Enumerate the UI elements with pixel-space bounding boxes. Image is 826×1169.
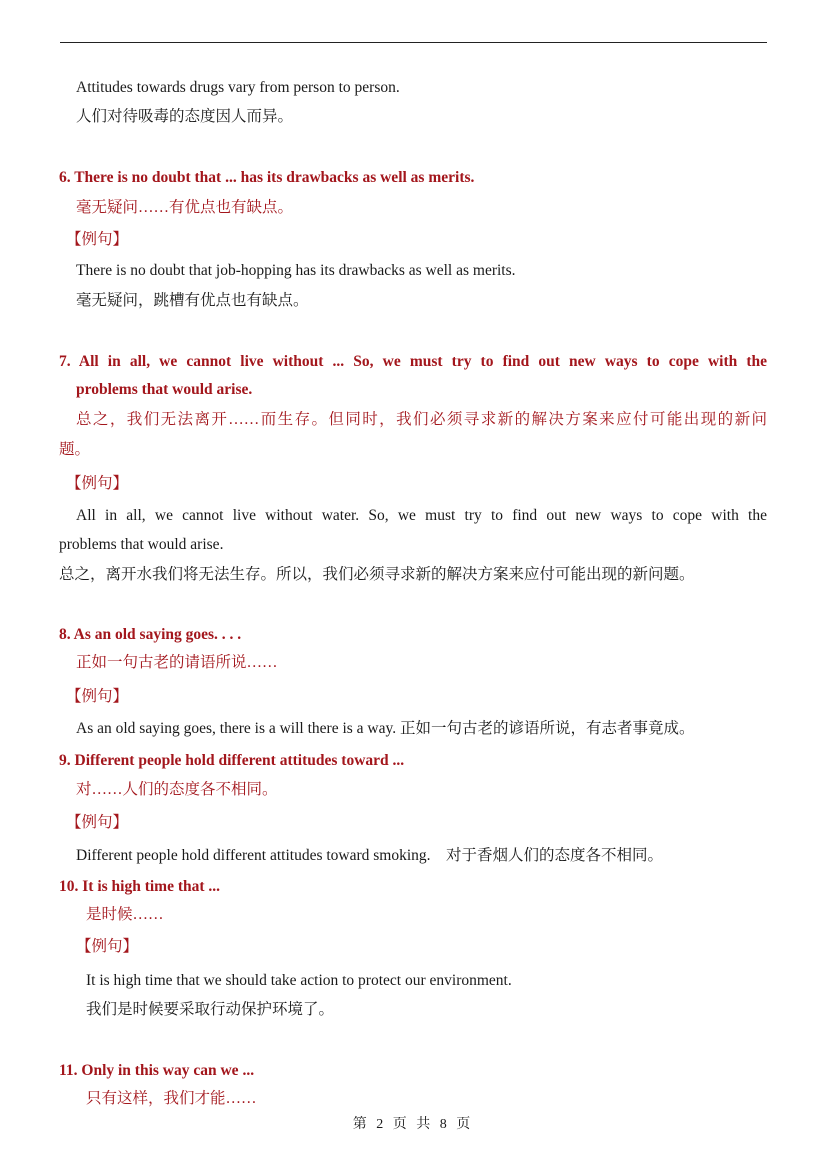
example-label: 【例句】 xyxy=(66,814,129,831)
example-label: 【例句】 xyxy=(66,231,129,248)
phrase-heading-11: 11. Only in this way can we ... xyxy=(59,1062,255,1079)
phrase-heading-8: 8. As an old saying goes. . . . xyxy=(59,626,242,643)
example-cn-6: 毫无疑问，跳槽有优点也有缺点。 xyxy=(76,292,309,309)
intro-example-cn: 人们对待吸毒的态度因人而异。 xyxy=(76,108,294,125)
phrase-heading-7: 7. All in all, we cannot live without ... So, we must try to find out new ways to cope with the xyxy=(59,353,767,370)
phrase-meaning-7-cont: 题。 xyxy=(59,441,91,458)
phrase-meaning-11: 只有这样，我们才能…… xyxy=(86,1090,257,1107)
example-en-7: All in all, we cannot live without water. So, we must try to find out new ways to cope with the xyxy=(76,507,767,524)
phrase-meaning-10: 是时候…… xyxy=(86,906,164,923)
phrase-heading-9: 9. Different people hold different attitudes toward ... xyxy=(59,752,405,769)
example-en-10: It is high time that we should take action to protect our environment. xyxy=(86,972,512,989)
example-en-7-cont: problems that would arise. xyxy=(59,536,224,553)
header-rule xyxy=(60,42,767,43)
example-cn-10: 我们是时候要采取行动保护环境了。 xyxy=(86,1001,335,1018)
example-label: 【例句】 xyxy=(76,938,139,955)
phrase-heading-7-cont: problems that would arise. xyxy=(76,381,253,398)
page-number-footer: 第 2 页 共 8 页 xyxy=(352,1117,474,1132)
example-9: Different people hold different attitudes toward smoking. 对于香烟人们的态度各不相同。 xyxy=(76,847,664,864)
phrase-heading-10: 10. It is high time that ... xyxy=(59,878,221,895)
example-label: 【例句】 xyxy=(66,688,129,705)
example-en-6: There is no doubt that job-hopping has its drawbacks as well as merits. xyxy=(76,262,516,279)
phrase-meaning-9: 对……人们的态度各不相同。 xyxy=(76,781,278,798)
intro-example-en: Attitudes towards drugs vary from person to person. xyxy=(76,79,400,96)
phrase-meaning-6: 毫无疑问……有优点也有缺点。 xyxy=(76,199,294,216)
phrase-meaning-8: 正如一句古老的请语所说…… xyxy=(76,654,278,671)
example-cn-7: 总之，离开水我们将无法生存。所以，我们必须寻求新的解决方案来应付可能出现的新问题。 xyxy=(59,566,695,583)
example-label: 【例句】 xyxy=(66,475,129,492)
phrase-heading-6: 6. There is no doubt that ... has its drawbacks as well as merits. xyxy=(59,169,475,186)
example-8: As an old saying goes, there is a will there is a way. 正如一句古老的谚语所说，有志者事竟成。 xyxy=(76,720,695,737)
phrase-meaning-7: 总之，我们无法离开……而生存。但同时，我们必须寻求新的解决方案来应付可能出现的新问 xyxy=(76,411,767,428)
